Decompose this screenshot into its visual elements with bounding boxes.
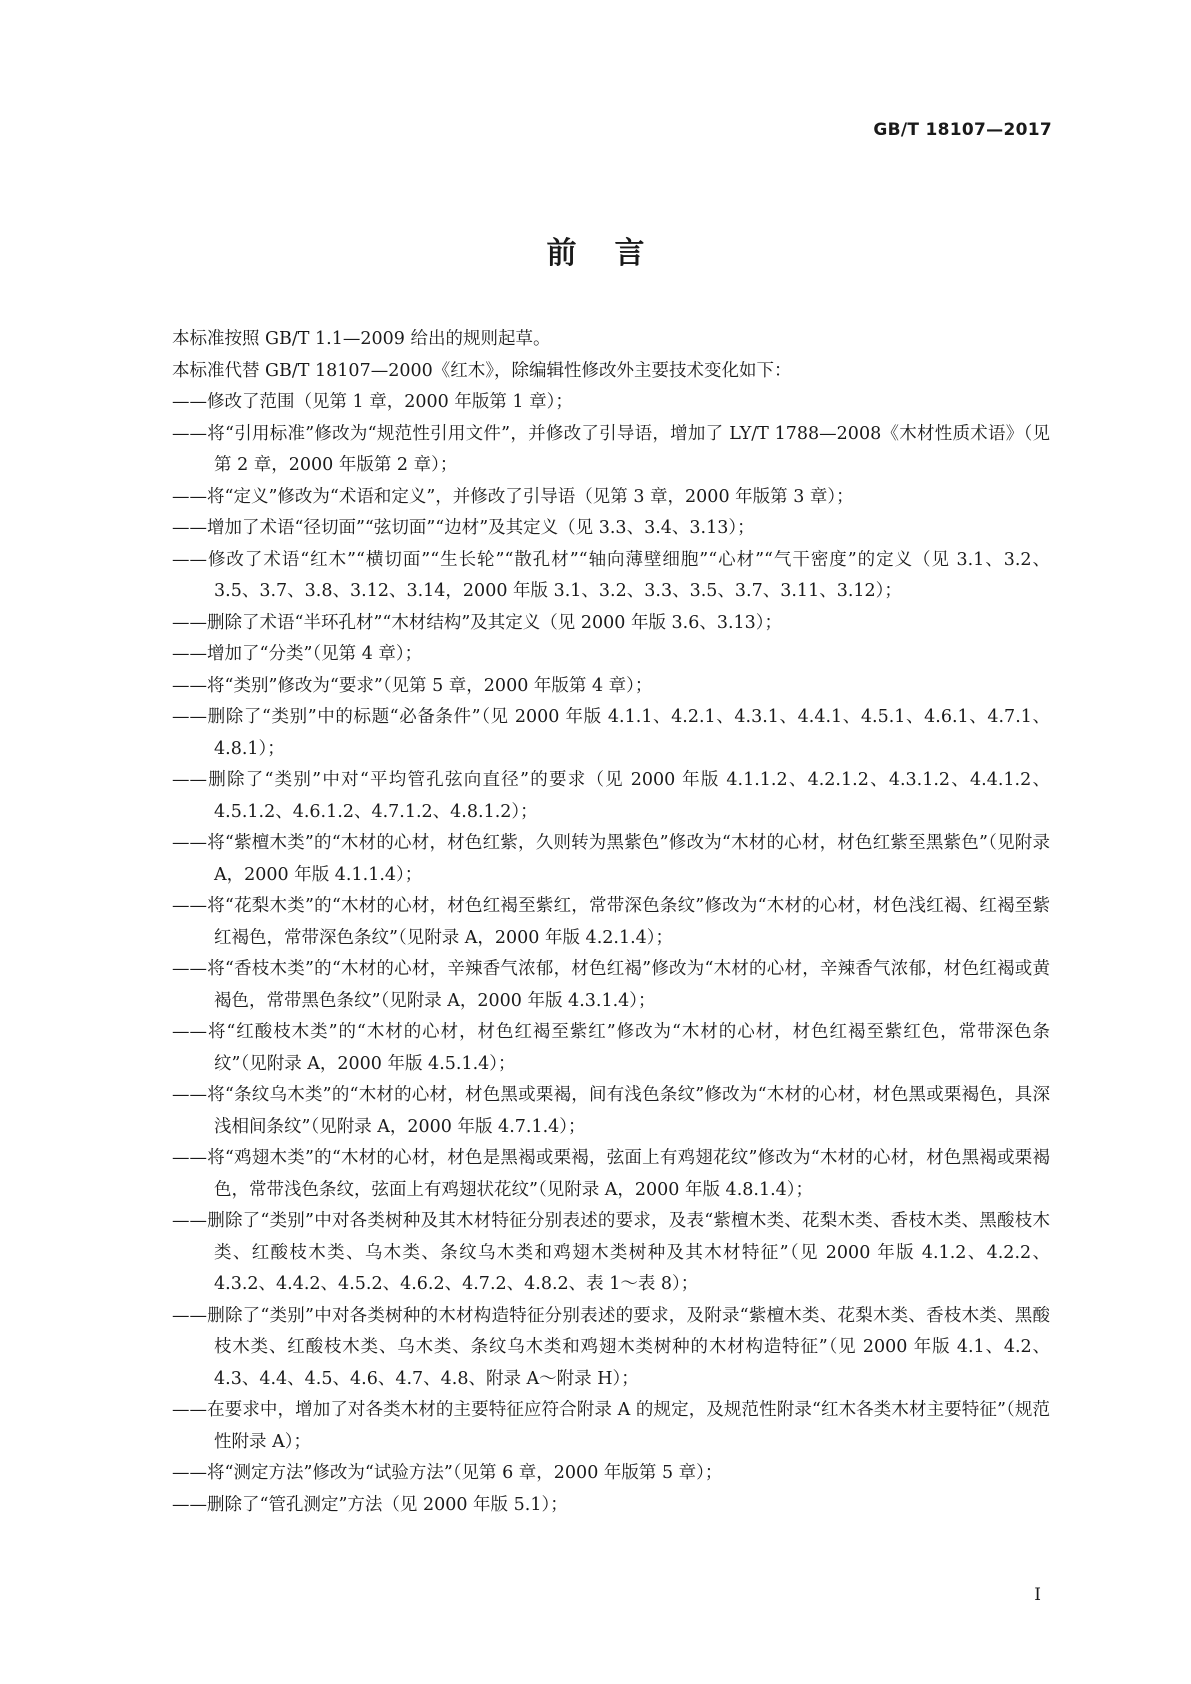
change-item: ——将“香枝木类”的“木材的心材，辛辣香气浓郁，材色红褐”修改为“木材的心材，辛辣香气浓郁，材色红褐或黄褐色，常带黑色条纹”（见附录 A，2000 年版 4.3.1.4）； xyxy=(172,959,1050,1011)
change-item: ——将“紫檀木类”的“木材的心材，材色红紫，久则转为黑紫色”修改为“木材的心材，材色红紫至黑紫色”（见附录 A，2000 年版 4.1.1.4）； xyxy=(172,833,1050,885)
change-item: ——将“条纹乌木类”的“木材的心材，材色黑或栗褐，间有浅色条纹”修改为“木材的心材，材色黑或栗褐色，具深浅相间条纹”（见附录 A，2000 年版 4.7.1.4）； xyxy=(172,1085,1050,1137)
change-item: ——增加了术语“径切面”“弦切面”“边材”及其定义（见 3.3、3.4、3.13）； xyxy=(172,518,755,538)
change-item: ——删除了“类别”中对各类树种的木材构造特征分别表述的要求，及附录“紫檀木类、花梨木类、香枝木类、黑酸枝木类、红酸枝木类、乌木类、条纹乌木类和鸡翅木类树种的木材构造特征”（见 2000 年版 4.1、4.2、4.3、4.4、4.5、4.6、4.7、4.8、附录 A～附录 H）； xyxy=(172,1305,1050,1389)
change-item: ——修改了范围（见第 1 章，2000 年版第 1 章）； xyxy=(172,392,573,412)
change-item: ——将“鸡翅木类”的“木材的心材，材色是黑褐或栗褐，弦面上有鸡翅花纹”修改为“木材的心材，材色黑褐或栗褐色，常带浅色条纹，弦面上有鸡翅状花纹”（见附录 A，2000 年版 4.8.1.4）； xyxy=(172,1148,1050,1200)
change-item: ——在要求中，增加了对各类木材的主要特征应符合附录 A 的规定，及规范性附录“红木各类木材主要特征”（规范性附录 A）； xyxy=(172,1400,1050,1452)
change-item: ——将“引用标准”修改为“规范性引用文件”，并修改了引导语，增加了 LY/T 1788—2008《木材性质术语》（见第 2 章，2000 年版第 2 章）； xyxy=(172,423,1050,475)
change-item: ——删除了“类别”中的标题“必备条件”（见 2000 年版 4.1.1、4.2.1、4.3.1、4.4.1、4.5.1、4.6.1、4.7.1、4.8.1）； xyxy=(172,707,1050,759)
change-item: ——将“红酸枝木类”的“木材的心材，材色红褐至紫红”修改为“木材的心材，材色红褐至紫红色，常带深色条纹”（见附录 A，2000 年版 4.5.1.4）； xyxy=(172,1022,1050,1074)
intro-paragraph: 本标准按照 GB/T 1.1—2009 给出的规则起草。 xyxy=(172,329,551,349)
standard-number: GB/T 18107—2017 xyxy=(873,120,1052,140)
page-title: 前言 xyxy=(546,236,683,271)
intro-paragraph: 本标准代替 GB/T 18107—2000《红木》，除编辑性修改外主要技术变化如下： xyxy=(172,360,792,381)
change-item: ——增加了“分类”（见第 4 章）； xyxy=(172,644,423,664)
change-item: ——修改了术语“红木”“横切面”“生长轮”“散孔材”“轴向薄壁细胞”“心材”“气干密度”的定义（见 3.1、3.2、3.5、3.7、3.8、3.12、3.14，2000 年版 3.1、3.2、3.3、3.5、3.7、3.11、3.12）； xyxy=(172,549,1050,601)
change-item: ——将“测定方法”修改为“试验方法”（见第 6 章，2000 年版第 5 章）； xyxy=(172,1463,723,1483)
change-item: ——删除了“类别”中对各类树种及其木材特征分别表述的要求，及表“紫檀木类、花梨木类、香枝木类、黑酸枝木类、红酸枝木类、乌木类、条纹乌木类和鸡翅木类树种及其木材特征”（见 2000 年版 4.1.2、4.2.2、4.3.2、4.4.2、4.5.2、4.6.2、4.7.2、4.8.2、表 1～表 8）； xyxy=(172,1211,1050,1294)
foreword-body xyxy=(172,324,1050,1521)
change-item: ——将“花梨木类”的“木材的心材，材色红褐至紫红，常带深色条纹”修改为“木材的心材，材色浅红褐、红褐至紫红褐色，常带深色条纹”（见附录 A，2000 年版 4.2.1.4）； xyxy=(172,896,1050,948)
change-item: ——将“定义”修改为“术语和定义”，并修改了引导语（见第 3 章，2000 年版第 3 章）； xyxy=(172,486,854,507)
page-number: I xyxy=(1034,1585,1041,1605)
change-item: ——将“类别”修改为“要求”（见第 5 章，2000 年版第 4 章）； xyxy=(172,675,653,696)
change-item: ——删除了“类别”中对“平均管孔弦向直径”的要求（见 2000 年版 4.1.1.2、4.2.1.2、4.3.1.2、4.4.1.2、4.5.1.2、4.6.1.2、4.7.1.2、4.8.1.2）； xyxy=(172,770,1050,822)
change-item: ——删除了“管孔测定”方法（见 2000 年版 5.1）； xyxy=(172,1494,568,1515)
change-item: ——删除了术语“半环孔材”“木材结构”及其定义（见 2000 年版 3.6、3.13）； xyxy=(172,612,783,633)
